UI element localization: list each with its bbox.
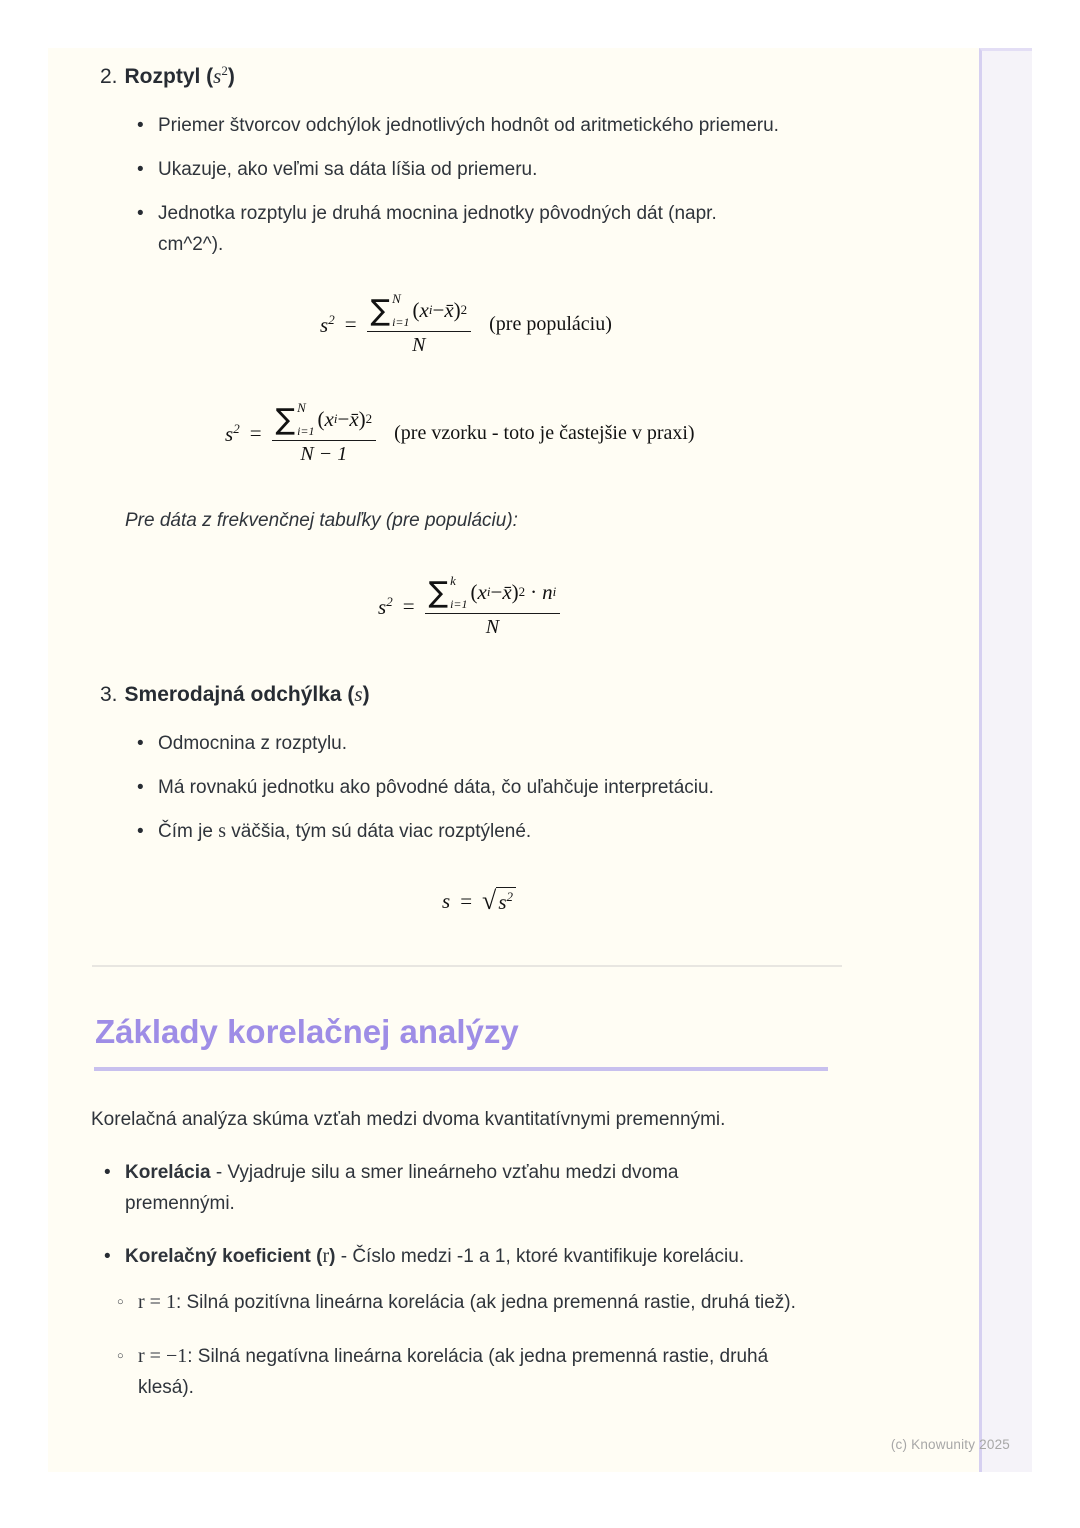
minus-sign: − [432,297,445,322]
open-paren: ( [317,406,325,431]
text-fragment: : Silná pozitívna lineárna korelácia (ak jedna premenná rastie, druhá tiež). [175,1292,796,1313]
list-item-text: Má rovnakú jednotku ako pôvodné dáta, čo uľahčuje interpretáciu. [158,777,714,798]
math-symbol-s: s [354,682,363,706]
list-item-text [138,1341,788,1403]
list-item-text [138,1287,796,1318]
list-item [100,816,1032,847]
close-paren: ) [511,579,519,604]
section-number: 2. [100,65,118,88]
fraction-denominator: N [412,334,426,356]
sum-limits [297,401,314,437]
open-paren: ( [412,297,420,322]
open-paren: ( [470,579,478,604]
korelacia-sub-list [92,1287,1032,1403]
math-equation: = −1 [144,1345,188,1367]
math-symbol-xbar: x̄ [349,406,359,431]
list-item [92,1157,1032,1219]
sum-upper-limit: N [392,291,401,306]
term: Korelačný koeficient ( [125,1246,323,1267]
sum-symbol: ∑ [428,574,449,609]
math-exponent: 2 [221,63,228,78]
definition: - Číslo medzi -1 a 1, ktoré kvantifikuje koreláciu. [335,1246,745,1267]
list-item [92,1241,1032,1272]
square-root-symbol: √ [482,886,497,915]
term: Korelácia [125,1162,211,1183]
text-fragment: : Silná negatívna lineárna korelácia (ak jedna premenná rastie, druhá klesá). [138,1346,769,1398]
list-item-text [125,1241,744,1272]
sum-lower-limit: i=1 [297,424,315,438]
sum-limits [450,574,467,610]
list-item [92,1341,1032,1403]
formula-variance-sample [225,401,1032,466]
math-exponent: 2 [460,302,468,317]
rozptyl-bullet-list [100,110,1032,260]
math-symbol-s: s [225,421,234,446]
fraction-numerator [272,401,377,441]
math-symbol-s: s [320,312,329,337]
sum-lower-limit: i=1 [450,597,468,611]
list-item-text: Odmocnina z rozptylu. [158,733,348,754]
list-item [100,198,1032,260]
fraction-numerator [425,574,561,614]
heading-underline [94,1067,828,1071]
bullet-marker: • [104,1162,111,1183]
math-exponent: 2 [386,593,393,609]
notes-page [48,48,1032,1472]
radicand [496,887,516,915]
math-equation: = 1 [144,1291,176,1313]
math-symbol-s: s [498,890,507,914]
fraction-denominator: N [485,616,500,638]
math-exponent: 2 [365,411,373,426]
minus-sign: − [337,406,350,431]
math-symbol-r: r [138,1345,145,1367]
sum-upper-limit: k [450,573,456,588]
watermark: (c) Knowunity 2025 [890,1437,1010,1452]
frequency-table-note: Pre dáta z frekvenčnej tabuľky (pre populáciu): [125,510,518,531]
math-symbol-r: r [322,1245,330,1267]
list-item [100,154,1032,185]
korelacia-bullet-list [92,1157,1032,1403]
intro-paragraph: Korelačná analýza skúma vzťah medzi dvoma kvantitatívnymi premennými. [91,1109,726,1130]
definition: - Vyjadruje silu a smer lineárneho vzťahu medzi dvoma premennými. [125,1162,679,1214]
text-fragment: väčšia, tým sú dáta viac rozptýlené. [225,821,532,842]
section-title-close: ) [227,65,235,88]
bullet-marker: • [137,733,144,754]
bullet-marker: • [137,203,144,224]
circle-marker: ○ [117,1296,124,1308]
list-item [100,110,1032,141]
equals-sign: = [460,888,473,913]
text-fragment: Čím je [158,821,219,842]
sum-upper-limit: N [297,400,306,415]
section-title: Smerodajná odchýlka ( [124,683,355,706]
math-subscript-i: i [428,302,433,317]
math-symbol-x: x [419,297,429,322]
section-title-close: ) [362,683,370,706]
page-content [48,48,1032,1403]
section-title: Rozptyl ( [124,65,214,88]
formula-note: (pre vzorku - toto je častejšie v praxi) [394,422,695,444]
close-paren: ) [358,406,366,431]
fraction [272,401,377,466]
sum-limits [392,292,409,328]
formula-note: (pre populáciu) [489,313,612,335]
section-divider [92,965,842,967]
equals-sign: = [402,594,415,618]
math-lhs [378,594,393,620]
math-symbol-x: x [477,579,487,604]
list-item [100,772,1032,803]
formula-variance-population [320,292,1032,357]
list-item-text: Priemer štvorcov odchýlok jednotlivých hodnôt od aritmetického priemeru. [158,115,779,136]
bullet-marker: • [104,1246,111,1267]
minus-sign: − [490,579,503,604]
circle-marker: ○ [117,1350,124,1362]
bullet-marker: • [137,777,144,798]
math-symbol-x: x [324,406,334,431]
fraction-numerator [367,292,472,332]
section-heading-rozptyl [100,56,1032,92]
math-symbol-xbar: x̄ [444,297,454,322]
sum-symbol: ∑ [275,401,296,436]
fraction [425,574,561,639]
math-lhs [320,312,335,338]
list-item-text: Ukazuje, ako veľmi sa dáta líšia od priemeru. [158,159,538,180]
formula-standard-deviation [442,887,1032,915]
math-symbol-s: s [213,64,222,88]
list-item-text [125,1157,765,1219]
math-lhs: s [442,888,451,913]
bullet-marker: • [137,159,144,180]
math-symbol-s: s [218,820,226,842]
fraction [367,292,472,357]
sum-symbol: ∑ [370,292,391,327]
math-symbol-s: s [378,594,387,619]
list-item-text: Jednotka rozptylu je druhá mocnina jednotky pôvodných dát (napr. cm^2^). [158,203,717,255]
list-item-text [158,816,531,847]
fraction-denominator: N − 1 [300,443,348,465]
page-title: Základy korelačnej analýzy [95,1013,519,1050]
list-item [100,728,1032,759]
math-exponent: 2 [518,584,526,599]
term-close: ) [329,1246,336,1267]
math-subscript-i: i [552,584,557,599]
smerodajna-bullet-list [100,728,1032,847]
sum-lower-limit: i=1 [392,315,410,329]
bullet-marker: • [137,821,144,842]
math-lhs [225,421,240,447]
math-exponent: 2 [506,889,513,904]
section-number: 3. [100,683,118,706]
math-subscript-i: i [486,584,491,599]
math-exponent: 2 [328,311,335,327]
close-paren: ) [453,297,461,322]
section-heading-smerodajna [100,679,1032,710]
math-subscript-i: i [333,411,338,426]
math-symbol-n: n [542,579,553,604]
multiply-dot: · [530,579,538,604]
bullet-marker: • [137,115,144,136]
formula-variance-frequency [378,574,1032,639]
math-symbol-xbar: x̄ [502,579,512,604]
math-exponent: 2 [233,420,240,436]
math-symbol-r: r [138,1291,145,1313]
list-item [92,1287,1032,1318]
equals-sign: = [344,312,357,336]
equals-sign: = [249,421,262,445]
